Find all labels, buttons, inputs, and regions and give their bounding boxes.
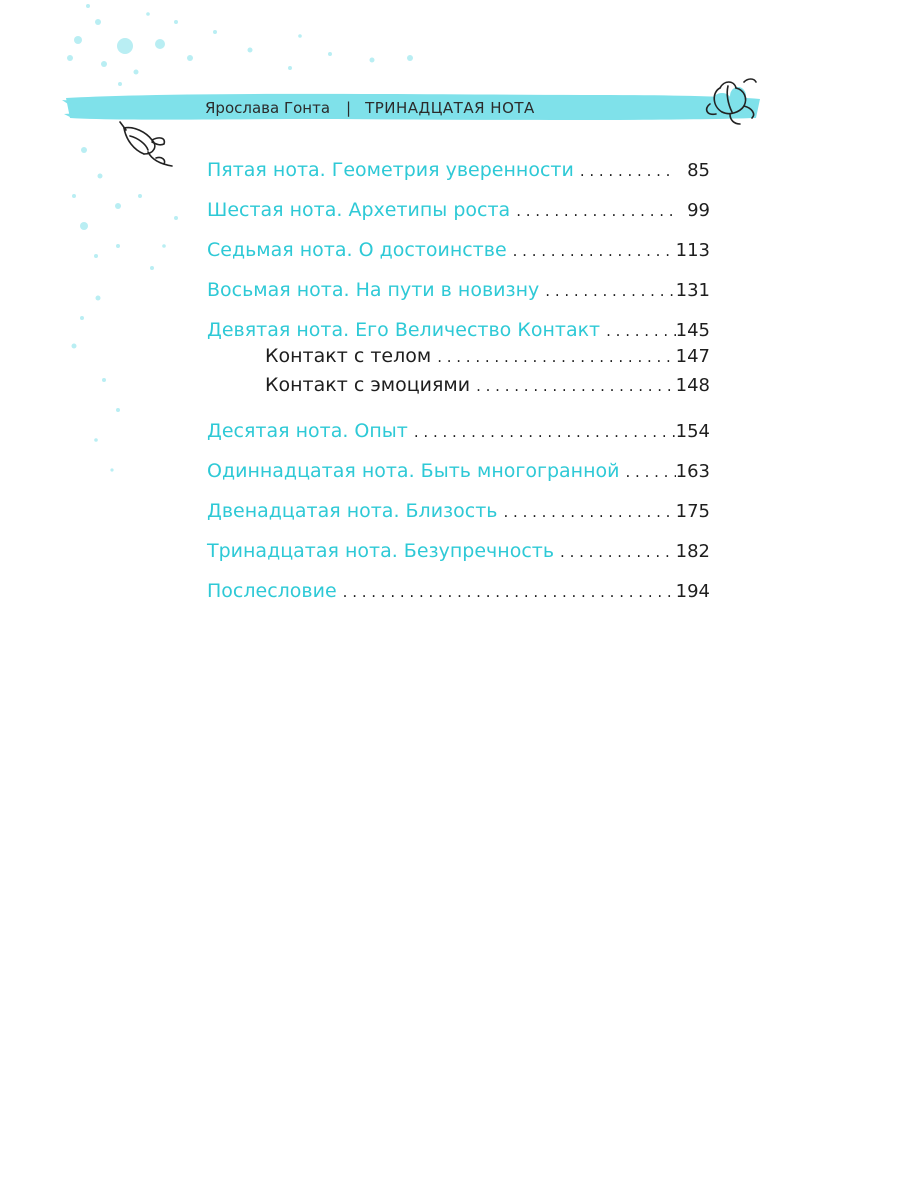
dot-leader <box>574 151 676 191</box>
toc-page-number: 85 <box>687 160 710 181</box>
toc-page-number: 99 <box>687 200 710 221</box>
dot-leader <box>470 372 676 401</box>
toc-page-number: 113 <box>675 240 710 261</box>
toc-page-number: 163 <box>675 461 710 482</box>
toc-entry-afterword[interactable] <box>207 571 710 611</box>
toc-entry-title: Седьмая нота. О достоинстве <box>207 239 507 261</box>
toc-page-number: 131 <box>675 280 710 301</box>
toc-entry-chapter-6[interactable] <box>207 190 710 230</box>
toc-entry-chapter-7[interactable] <box>207 230 710 270</box>
toc-page-number: 147 <box>675 346 710 367</box>
toc-page-number: 175 <box>675 501 710 522</box>
dot-leader <box>431 343 675 372</box>
table-of-contents <box>207 150 710 611</box>
flower-bud-icon <box>112 116 180 172</box>
toc-entry-chapter-8[interactable] <box>207 270 710 310</box>
toc-entry-chapter-13[interactable] <box>207 531 710 571</box>
toc-entry-title: Восьмая нота. На пути в новизну <box>207 279 540 301</box>
toc-page-number: 145 <box>675 320 710 341</box>
dot-leader <box>620 452 676 492</box>
toc-entry-title: Шестая нота. Архетипы роста <box>207 199 511 221</box>
dot-leader <box>408 412 676 452</box>
toc-entry-chapter-11[interactable] <box>207 451 710 491</box>
flower-icon <box>700 74 760 126</box>
dot-leader <box>498 492 676 532</box>
dot-leader <box>337 572 676 612</box>
toc-subentry-title: Контакт с эмоциями <box>265 374 471 396</box>
header-separator: | <box>346 99 352 117</box>
toc-entry-title: Двенадцатая нота. Близость <box>207 500 498 522</box>
toc-entry-chapter-10[interactable] <box>207 411 710 451</box>
toc-entry-title: Одиннадцатая нота. Быть многогранной <box>207 460 620 482</box>
toc-entry-title: Десятая нота. Опыт <box>207 420 408 442</box>
dot-leader <box>510 191 676 231</box>
running-header <box>205 96 535 120</box>
dot-leader <box>507 231 676 271</box>
toc-page-number: 182 <box>675 541 710 562</box>
toc-entry-chapter-9[interactable] <box>207 310 710 342</box>
toc-entry-chapter-12[interactable] <box>207 491 710 531</box>
toc-entry-title: Послесловие <box>207 580 337 602</box>
toc-subentry-body-contact[interactable] <box>207 342 710 371</box>
toc-entry-title: Пятая нота. Геометрия уверенности <box>207 159 574 181</box>
toc-subentry-emotion-contact[interactable] <box>207 371 710 411</box>
toc-subentry-title: Контакт с телом <box>265 345 432 367</box>
author-name: Ярослава Гонта <box>205 99 331 117</box>
dot-leader <box>539 271 675 311</box>
toc-entry-title: Девятая нота. Его Величество Контакт <box>207 319 601 341</box>
toc-entry-title: Тринадцатая нота. Безупречность <box>207 540 555 562</box>
toc-entry-chapter-5[interactable] <box>207 150 710 190</box>
dot-leader <box>554 532 676 572</box>
toc-page-number: 148 <box>675 375 710 396</box>
toc-page-number: 194 <box>675 581 710 602</box>
toc-page-number: 154 <box>675 421 710 442</box>
book-title: ТРИНАДЦАТАЯ НОТА <box>365 99 535 117</box>
